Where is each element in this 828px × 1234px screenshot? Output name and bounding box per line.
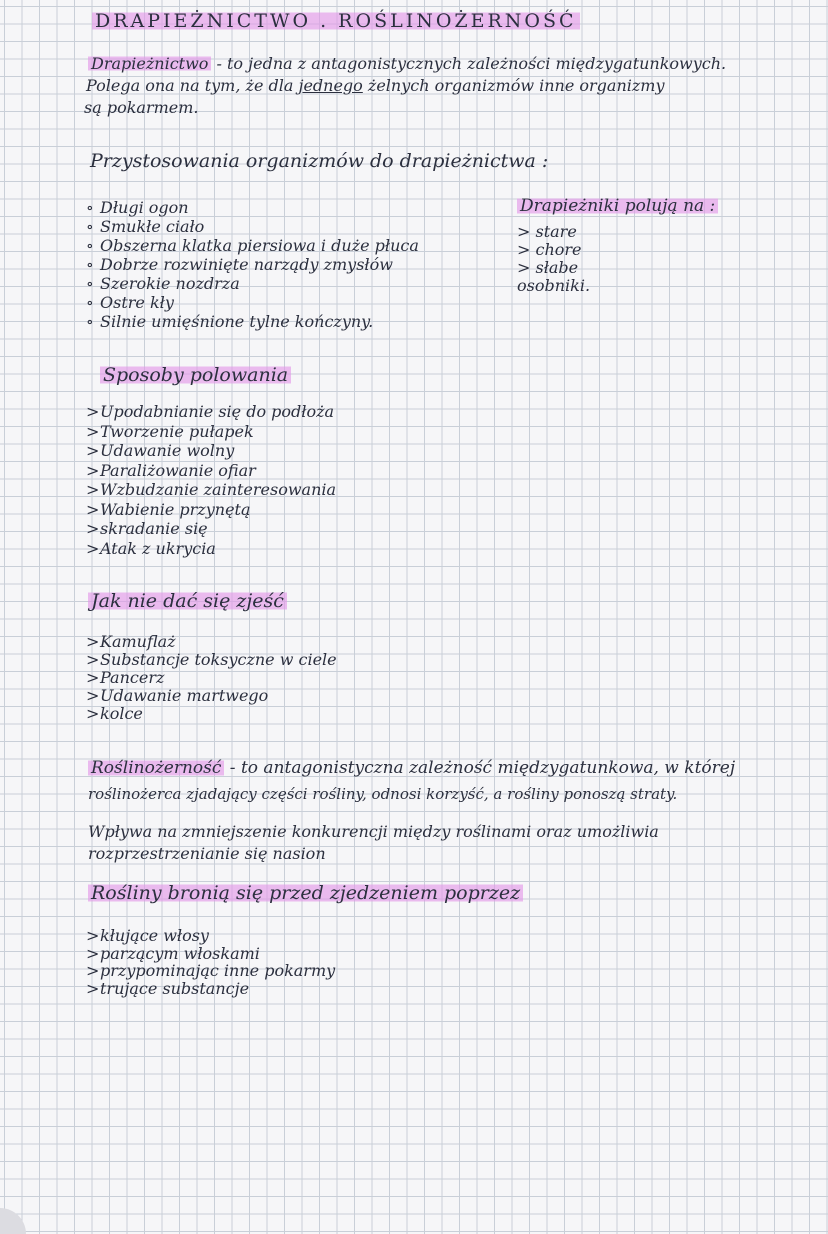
list-item-text: > stare [517,222,577,241]
bullet-mark: > [86,519,100,538]
list-item [86,482,336,498]
page-title: DRAPIEŻNICTWO . ROŚLINOŻERNOŚĆ [92,12,580,31]
list-item [86,219,204,235]
bullet-mark: > [86,441,100,460]
list-item [86,652,337,668]
list-item-text: Paraliżowanie ofiar [100,460,256,480]
list-item-text: Szerokie nozdrza [100,274,240,293]
list-item [517,242,582,258]
hunting-heading: Sposoby polowania [100,366,291,385]
list-item-text: > chore [517,240,582,259]
list-item-text: skradanie się [100,519,208,538]
list-item-text: Atak z ukrycia [100,538,216,558]
predators-heading: Drapieżniki polują na : [517,198,718,215]
list-item [86,521,208,537]
list-item-text: kolce [100,704,143,723]
list-item-text: Udawanie wolny [100,441,235,460]
bullet-mark: ∘ [86,217,94,236]
bullet-mark: > [86,686,100,705]
herbivory-line-1: Roślinożerność - to antagonistyczna zależność międzygatunkowa, w której [88,760,735,777]
list-item-text: przypominając inne pokarmy [100,961,336,980]
bullet-mark: > [86,978,100,998]
bullet-mark: ∘ [86,274,94,293]
list-item-text: parzącym włoskami [100,943,260,963]
list-item [86,295,174,311]
list-item-text: osobniki. [517,276,591,295]
plants-heading: Rośliny bronią się przed zjedzeniem poprzez [88,884,523,903]
predation-term: Drapieżnictwo [88,54,211,73]
herbivory-line-4: rozprzestrzenianie się nasion [88,844,326,863]
predation-definition-line-1 [88,56,726,72]
bullet-mark: > [86,402,100,421]
underlined-word: jednego [298,76,363,95]
list-item-text: Pancerz [100,668,165,687]
list-item [86,276,240,292]
list-item [86,421,254,441]
list-item-text: Silnie umięśnione tylne kończyny. [100,312,374,331]
predation-definition-line-2: Polega ona na tym, że dla jednego żelnych organizmów inne organizmy [86,76,665,95]
list-item [86,314,373,330]
list-item-text: kłujące włosy [100,926,209,945]
list-item [86,963,335,979]
herbivory-line-3: Wpływa na zmniejszenie konkurencji między roślinami oraz umożliwia [88,822,659,841]
list-item [517,278,590,294]
herbivory-term: Roślinożerność [88,758,224,778]
list-item-text: Wabienie przynętą [100,499,251,519]
defense-heading: Jak nie dać się zjeść [88,592,287,611]
list-item-text: Substancje toksyczne w ciele [100,650,337,669]
bullet-mark: > [86,499,100,519]
bullet-mark: ∘ [86,255,94,274]
list-item [86,443,234,459]
list-item-text: Smukłe ciało [100,217,205,236]
list-item [86,670,164,686]
adaptations-heading: Przystosowania organizmów do drapieżnictwa : [90,150,549,172]
predation-definition-line-3: są pokarmem. [84,98,199,117]
bullet-mark: > [86,421,100,441]
list-item [86,460,256,480]
list-item [86,706,143,722]
bullet-mark: > [86,650,100,669]
bullet-mark: > [86,480,100,499]
list-item [86,238,419,254]
list-item-text: Dobrze rozwinięte narządy zmysłów [100,255,393,274]
list-item [86,538,216,558]
list-item [86,978,250,998]
page-corner [0,1208,26,1234]
bullet-mark: > [86,926,100,945]
bullet-mark: ∘ [86,236,94,255]
herbivory-line-2: roślinożerca zjadający części rośliny, odnosi korzyść, a rośliny ponoszą straty. [88,785,678,803]
bullet-mark: > [86,668,100,687]
list-item [86,200,189,216]
list-item-text: Wzbudzanie zainteresowania [100,480,337,499]
bullet-mark: > [86,943,100,963]
bullet-mark: > [86,538,100,558]
list-item [517,260,578,276]
list-item [517,224,577,240]
list-item-text: trujące substancje [100,978,250,998]
bullet-mark: > [86,961,100,980]
list-item [86,688,268,704]
list-item [86,257,393,273]
list-item [86,634,176,650]
list-item-text: Upodabnianie się do podłoża [100,402,335,421]
list-item [86,928,209,944]
bullet-mark: > [86,460,100,480]
bullet-mark: ∘ [86,312,94,331]
predation-definition-text: - to jedna z antagonistycznych zależności międzygatunkowych. [211,54,727,73]
bullet-mark: > [86,632,100,651]
list-item-text: Długi ogon [100,198,189,217]
list-item-text: > słabe [517,258,579,277]
bullet-mark: ∘ [86,293,94,312]
list-item [86,943,260,963]
list-item-text: Ostre kły [100,293,174,312]
bullet-mark: > [86,704,100,723]
list-item-text: Obszerna klatka piersiowa i duże płuca [100,236,419,255]
bullet-mark: ∘ [86,198,94,217]
list-item-text: Tworzenie pułapek [100,421,254,441]
list-item-text: Udawanie martwego [100,686,269,705]
list-item [86,404,334,420]
list-item-text: Kamuflaż [100,632,176,651]
list-item [86,499,251,519]
